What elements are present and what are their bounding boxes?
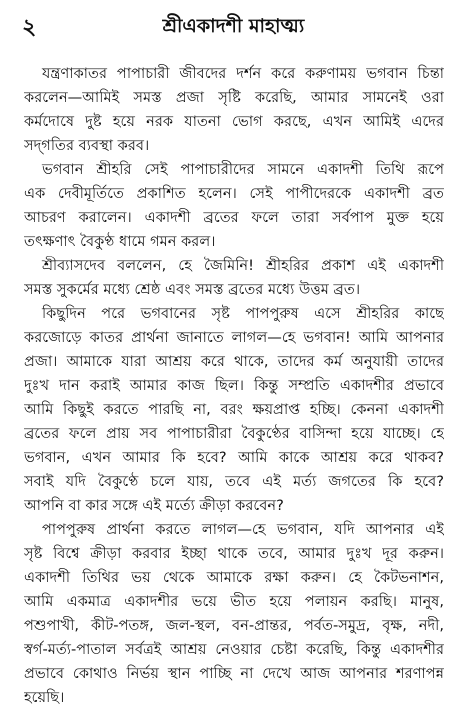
- paragraph: [24, 158, 444, 254]
- text-line: পাপপুরুষ প্রার্থনা করতে লাগল—হে ভগবান, যদি আপনার এই: [42, 521, 444, 538]
- text-line: সবাই যদি বৈকুণ্ঠে চলে যায়, তবে এই মর্ত্য জগতের কি হবে?: [24, 473, 444, 490]
- text-line: কর্মদোষে দুষ্ট হয়ে নরক যাতনা ভোগ করছে, এখন আমিই এদের: [24, 113, 444, 130]
- text-line: ব্রতের ফলে প্রায় সব পাপাচারীরা বৈকুণ্ঠের বাসিন্দা হয়ে যাচ্ছে। হে: [24, 425, 444, 442]
- page-header: [0, 4, 467, 42]
- running-title: শ্রীএকাদশী মাহাত্ম্য: [162, 15, 305, 37]
- body-text: [24, 62, 444, 710]
- text-line: যন্ত্রণাকাতর পাপাচারী জীবদের দর্শন করে করুণাময় ভগবান চিন্তা: [42, 65, 444, 82]
- text-line: এক দেবীমূর্তিতে প্রকাশিত হলেন। সেই পাপীদেরকে একাদশী ব্রত: [24, 185, 444, 202]
- paragraph: [24, 302, 444, 518]
- text-line: স্বর্গ-মর্ত্য-পাতাল সর্বত্রই আশ্রয় নেওয়ার চেষ্টা করেছি, কিন্তু একাদশীর: [24, 641, 444, 658]
- text-line: দুঃখ দান করাই আমার কাজ ছিল। কিন্তু সম্প্রতি একাদশীর প্রভাবে: [24, 377, 444, 394]
- page-number: ২: [22, 15, 37, 40]
- text-line: একাদশী তিথির ভয় থেকে আমাকে রক্ষা করুন। হে কৈটভনাশন,: [24, 569, 444, 586]
- text-line: শ্রীব্যাসদেব বললেন, হে জৈমিনি! শ্রীহরির প্রকাশ এই একাদশী: [42, 257, 444, 274]
- text-line: আপনি বা কার সঙ্গে এই মর্ত্যে ক্রীড়া করবেন?: [24, 497, 284, 514]
- text-line: তৎক্ষণাৎ বৈকুণ্ঠ ধামে গমন করল।: [24, 233, 216, 250]
- text-line: আচরণ করালেন। একাদশী ব্রতের ফলে তারা সর্বপাপ মুক্ত হয়ে: [24, 209, 444, 226]
- text-line: সৃষ্ট বিশ্বে ক্রীড়া করবার ইচ্ছা থাকে তবে, আমার দুঃখ দূর করুন।: [24, 545, 444, 562]
- text-line: করলেন—আমিই সমস্ত প্রজা সৃষ্টি করেছি, আমার সামনেই ওরা: [24, 89, 444, 106]
- text-line: হয়েছি।: [24, 689, 65, 706]
- text-line: প্রভাবে কোথাও নির্ভয় স্থান পাচ্ছি না দেখে আজ আপনার শরণাপন্ন: [24, 665, 444, 682]
- text-line: সদ্‌গতির ব্যবস্থা করব।: [24, 137, 150, 154]
- paragraph: [24, 254, 444, 302]
- text-line: করজোড়ে কাতর প্রার্থনা জানাতে লাগল—হে ভগবান! আমি আপনার: [24, 329, 444, 346]
- text-line: পশুপাখী, কীট-পতঙ্গ, জল-স্থল, বন-প্রান্তর, পর্বত-সমুদ্র, বৃক্ষ, নদী,: [24, 617, 444, 634]
- text-line: কিছুদিন পরে ভগবানের সৃষ্ট পাপপুরুষ এসে শ্রীহরির কাছে: [42, 305, 444, 322]
- text-line: ভগবান শ্রীহরি সেই পাপাচারীদের সামনে একাদশী তিথি রূপে: [42, 161, 444, 178]
- paragraph: [24, 62, 444, 158]
- text-line: ভগবান, এখন আমার কি হবে? আমি কাকে আশ্রয় করে থাকব?: [24, 449, 444, 466]
- text-line: প্রজা। আমাকে যারা আশ্রয় করে থাকে, তাদের কর্ম অনুযায়ী তাদের: [24, 353, 444, 370]
- text-line: সমস্ত সুকর্মের মধ্যে শ্রেষ্ঠ এবং সমস্ত ব্রতের মধ্যে উত্তম ব্রত।: [24, 281, 361, 298]
- paragraph: [24, 518, 444, 710]
- text-line: আমি কিছুই করতে পারছি না, বরং ক্ষয়প্রাপ্ত হচ্ছি। কেননা একাদশী: [24, 401, 444, 418]
- text-line: আমি একমাত্র একাদশীর ভয়ে ভীত হয়ে পলায়ন করছি। মানুষ,: [24, 593, 444, 610]
